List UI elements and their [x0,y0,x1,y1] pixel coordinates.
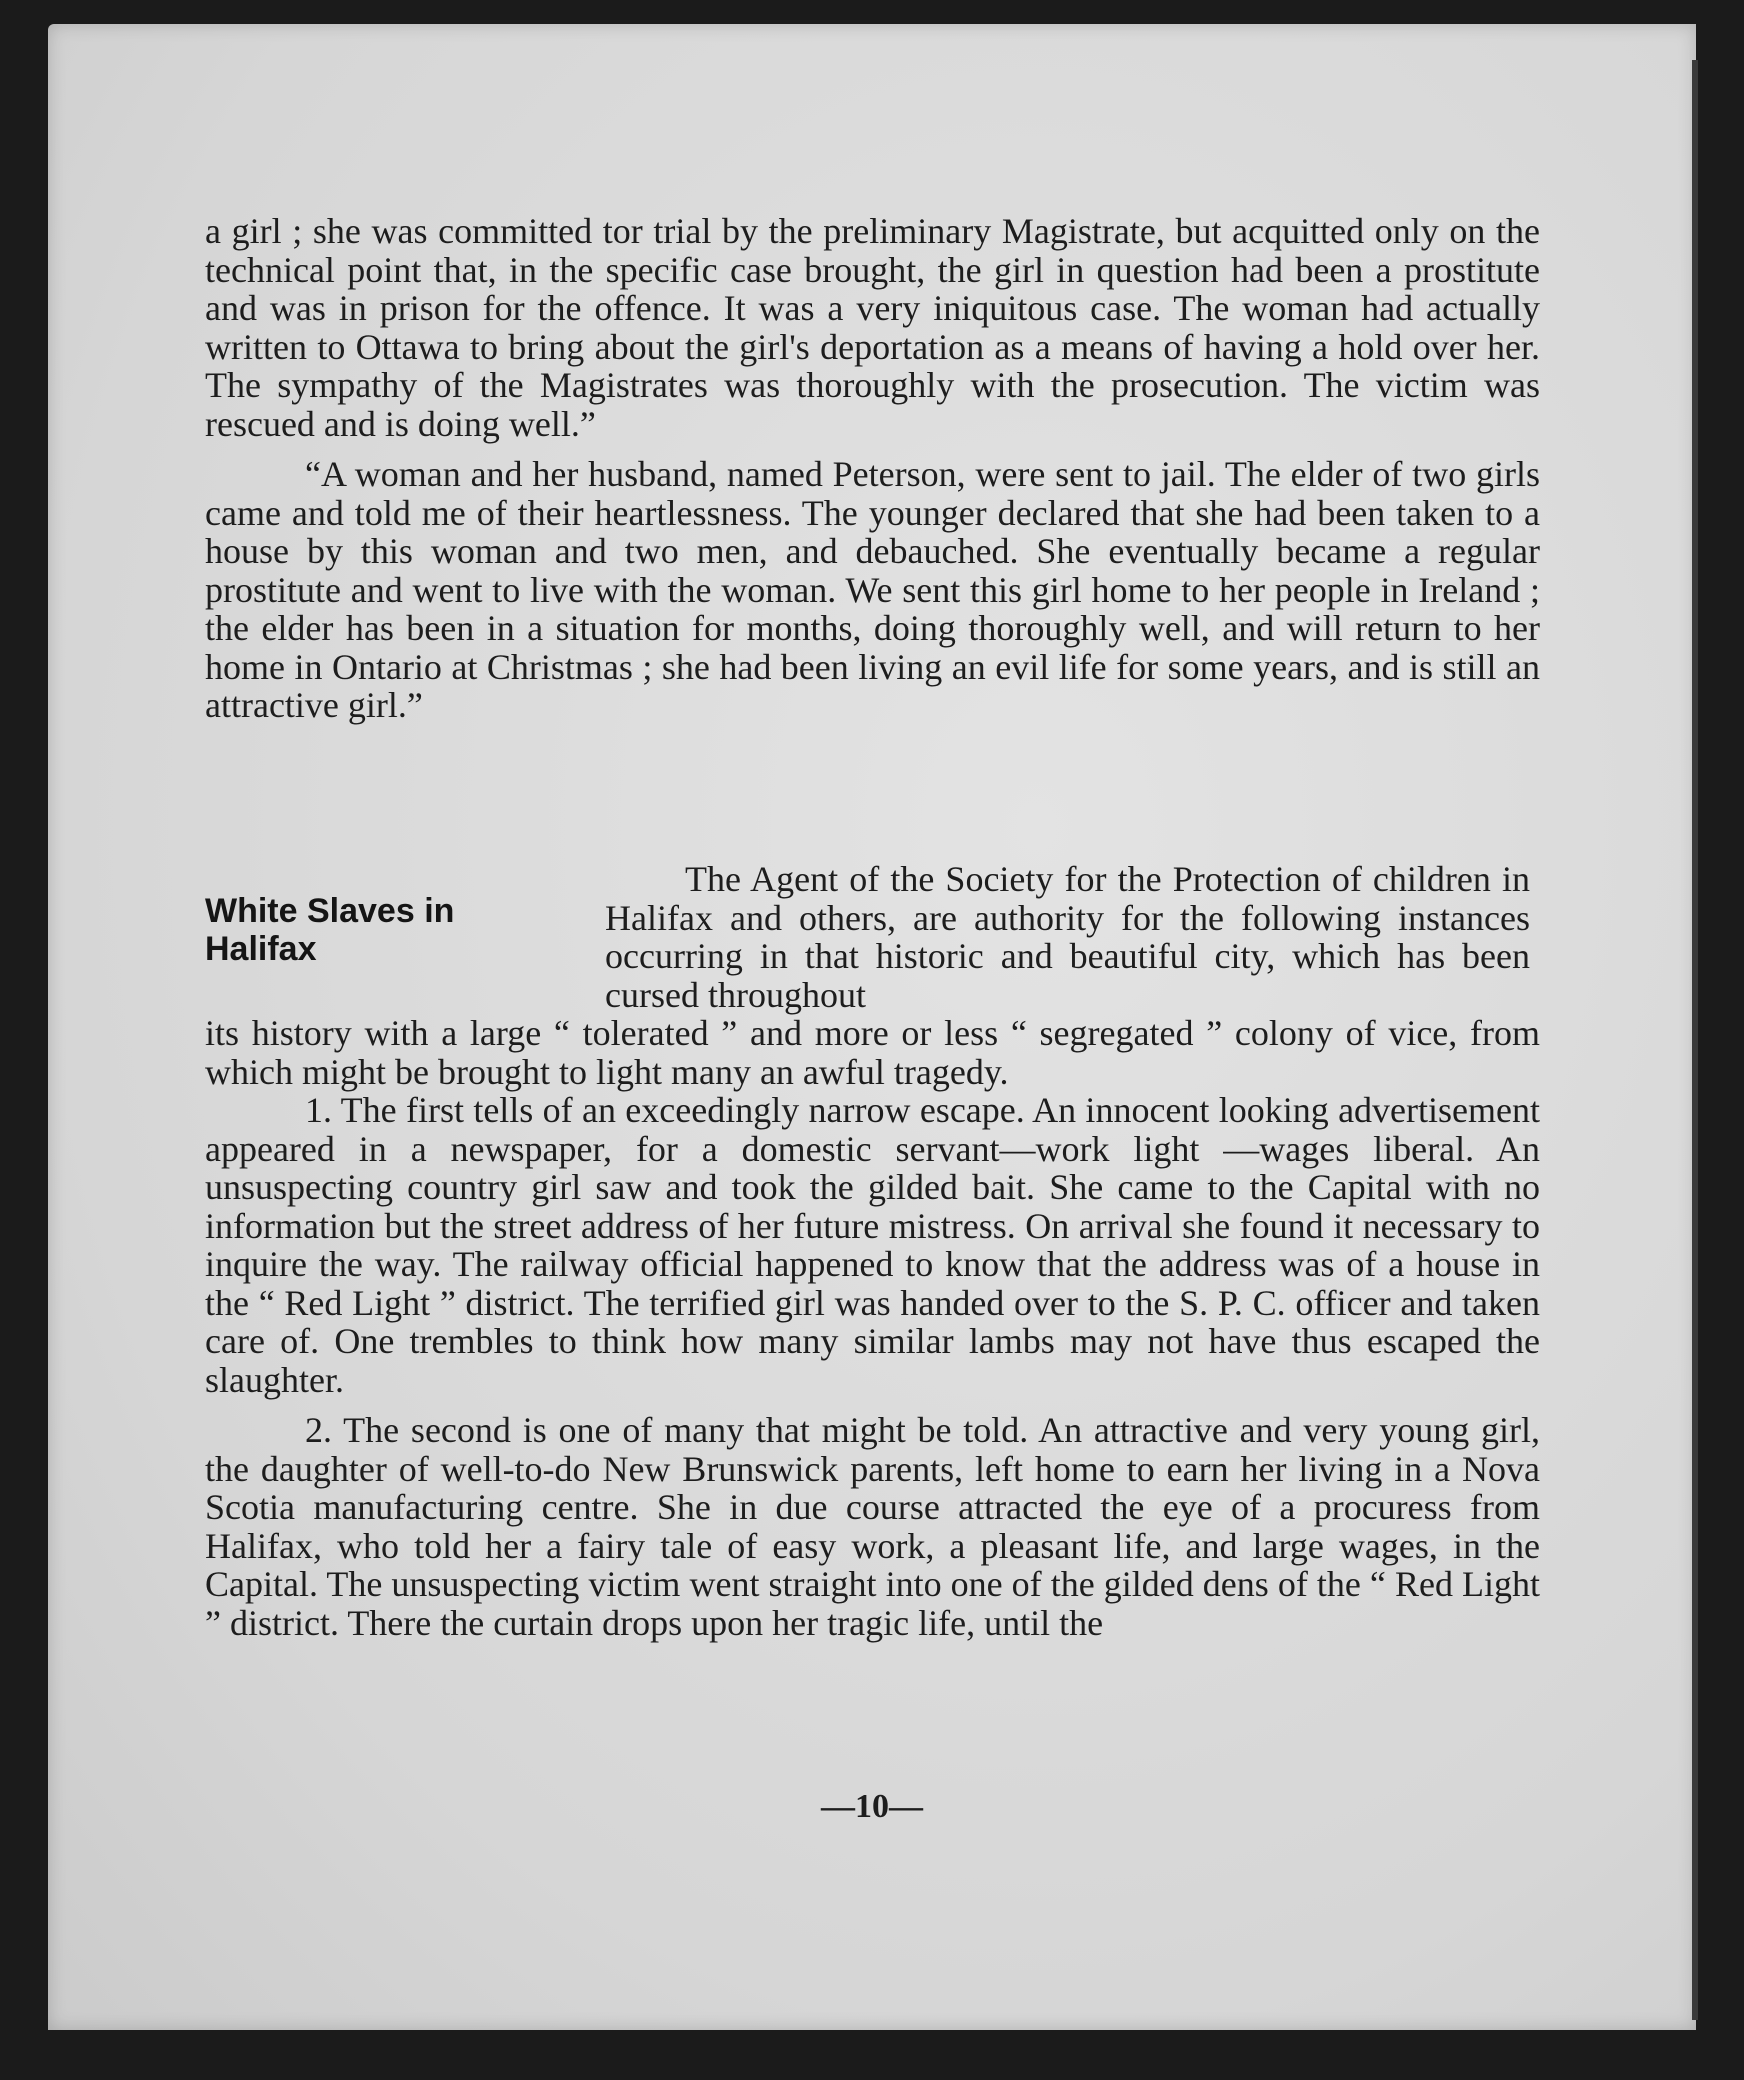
side-paragraph-block [605,860,1530,1014]
paragraph-instance-two: 2. The second is one of many that might be told. An attractive and very young girl, the daughter of well-to-do New Brunswick parents, left home to earn her living in a Nova Scotia manufacturing centre. She in due course attracted the eye of a procuress from Halifax, who told her a fairy tale of easy work, a pleasant life, and large wages, in the Capital. The unsuspecting victim went straight into one of the gilded dens of the “ Red Light ” district. There the curtain drops upon her tragic life, until the [205,1410,1540,1643]
book-spine-edge [1692,60,1698,2020]
side-heading: White Slaves in Halifax [205,892,455,968]
top-text-block [205,212,1540,725]
paragraph-peterson-case: “A woman and her husband, named Peterson, were sent to jail. The elder of two girls came and told me of their heartlessness. The younger declared that she had been taken to a house by this woman and two men, and debauched. She eventually became a regular prostitute and went to live with the woman. We sent this girl home to her people in Ireland ; the elder has been in a situation for months, doing thoroughly well, and will return to her home in Ontario at Christmas ; she had been living an evil life for some years, and is still an attractive girl.” [205,454,1540,725]
paragraph-instance-one: 1. The first tells of an exceedingly narrow escape. An innocent looking advertisement appeared in a newspaper, for a domestic servant—work light —wages liberal. An unsuspecting country girl saw and took the gilded bait. She came to the Capital with no information but the street address of her future mistress. On arrival she found it necessary to inquire the way. The railway official happened to know that the address was of a house in the “ Red Light ” district. The terrified girl was handed over to the S. P. C. officer and taken care of. One trembles to think how many similar lambs may not have thus escaped the slaughter. [205,1090,1540,1400]
bottom-text-block [205,1014,1540,1642]
paragraph-halifax-intro: The Agent of the Society for the Protection of children in Halifax and others, are authority for the following instances occurring in that historic and beautiful city, which has been cursed throughout [605,859,1530,1015]
paragraph-halifax-continued: its history with a large “ tolerated ” and more or less “ segregated ” colony of vice, from which might be brought to light many an awful tragedy. [205,1013,1540,1092]
paragraph-magistrate-case: a girl ; she was committed tor trial by the preliminary Magistrate, but acquitted only on the technical point that, in the specific case brought, the girl in question had been a prostitute and was in prison for the offence. It was a very iniquitous case. The woman had actually written to Ottawa to bring about the girl's deportation as a means of having a hold over her. The sympathy of the Magistrates was thoroughly with the prosecution. The victim was rescued and is doing well.” [205,211,1540,444]
page-number: —10— [821,1788,923,1825]
